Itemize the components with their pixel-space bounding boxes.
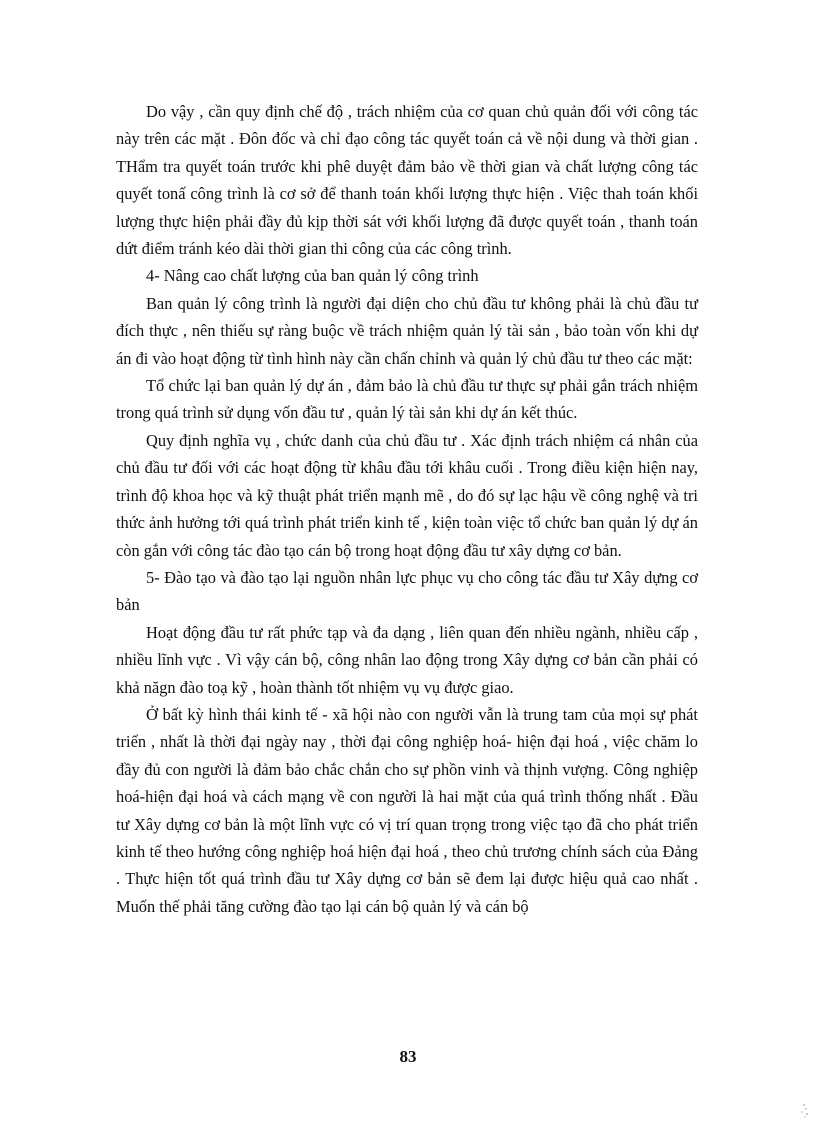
page-number: 83 xyxy=(399,1047,417,1066)
corner-speckle-icon xyxy=(790,1099,810,1119)
paragraph-project-board: Ban quản lý công trình là người đại diện cho chủ đầu tư không phải là chủ đầu tư đích thực , nên thiếu sự ràng buộc về trách nhiệm quản lý tài sản , bảo toàn vốn khi dự án đi vào hoạt động từ tình hình này cần chấn chỉnh và quản lý chủ đầu tư theo các mặt: xyxy=(116,293,698,368)
body-text xyxy=(116,98,698,920)
paragraph-human-development: Ở bất kỳ hình thái kinh tế - xã hội nào con người vẫn là trung tam của mọi sự phát triển , nhất là thời đại ngày nay , thời đại công nghiệp hoá- hiện đại hoá , việc chăm lo đầy đủ con người là đảm bảo chắc chắn cho sự phồn vinh và thịnh vượng. Công nghiệp hoá-hiện đại hoá và cách mạng về con người là hai mặt của quá trình thống nhất . Đầu tư Xây dựng cơ bản là một lĩnh vực có vị trí quan trọng trong việc tạo đã cho phát triển kinh tế theo hướng công nghiệp hoá hiện đại hoá , theo chủ trương chính sách của Đảng . Thực hiện tốt quá trình đầu tư Xây dựng cơ bản sẽ đem lại được hiệu quả cao nhất . Muốn thế phải tăng cường đào tạo lại cán bộ quản lý và cán bộ xyxy=(116,704,698,916)
section-heading-4: 4- Nâng cao chất lượng của ban quản lý công trình xyxy=(146,266,479,286)
paragraph-investment-complexity: Hoạt động đầu tư rất phức tạp và đa dạng , liên quan đến nhiều ngành, nhiều cấp , nhiều lĩnh vực . Vì vậy cán bộ, công nhân lao động trong Xây dựng cơ bản cần phải có khả năgn đào toạ kỹ , hoàn thành tốt nhiệm vụ vụ được giao. xyxy=(116,622,698,697)
section-heading-5: 5- Đào tạo và đào tạo lại nguồn nhân lực phục vụ cho công tác đầu tư Xây dựng cơ bản xyxy=(116,567,698,615)
paragraph-investor-duties: Quy định nghĩa vụ , chức danh của chủ đầu tư . Xác định trách nhiệm cá nhân của chủ đầu tư đối với các hoạt động từ khâu đầu tới khâu cuối . Trong điều kiện hiện nay, trình độ khoa học và kỹ thuật phát triển mạnh mẽ , do đó sự lạc hậu về công nghệ và tri thức ảnh hưởng tới quá trình phát triển kinh tế , kiện toàn việc tổ chức ban quản lý dự án còn gắn với công tác đào tạo cán bộ trong hoạt động đầu tư xây dựng cơ bản. xyxy=(116,430,698,560)
paragraph-settlement-responsibility: Do vậy , cần quy định chế độ , trách nhiệm của cơ quan chủ quản đối với công tác này trên các mặt . Đôn đốc và chỉ đạo công tác quyết toán cả về nội dung và thời gian . THẩm tra quyết toán trước khi phê duyệt đảm bảo về thời gian và chất lượng công tác quyết tonấ công trình là cơ sở để thanh toán khối lượng thực hiện . Việc thah toán khối lượng thực hiện phải đầy đủ kịp thời sát với khối lượng đã được quyết toán , thanh toán dứt điểm tránh kéo dài thời gian thi công của các công trình. xyxy=(116,102,698,259)
paragraph-reorganize-board: Tổ chức lại ban quản lý dự án , đảm bảo là chủ đầu tư thực sự phải gắn trách nhiệm trong quá trình sử dụng vốn đầu tư , quản lý tài sản khi dự án kết thúc. xyxy=(116,376,698,423)
